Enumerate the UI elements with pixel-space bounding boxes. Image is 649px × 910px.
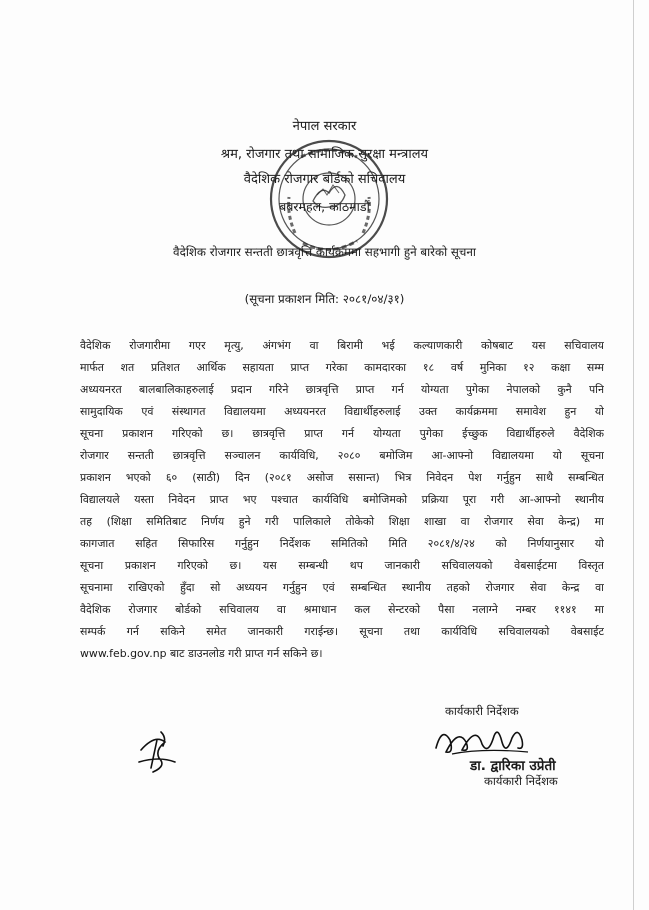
body-line: रोजगार सन्तती छात्रवृत्ति सञ्चालन कार्यविधि, २०८० बमोजिम आ-आफ्नो विद्यालयमा यो सूचना xyxy=(80,449,604,462)
officer-designation-stamp: कार्यकारी निर्देशक xyxy=(484,774,558,788)
body-line: अध्ययनरत बालबालिकाहरुलाई प्रदान गरिने छात्रवृत्ति प्राप्त गर्न योग्यता पुगेका नेपालको कुनै पनि xyxy=(80,383,604,396)
body-line: वैदेशिक रोजगार बोर्डको सचिवालय वा श्रमाधान कल सेन्टरको पैसा नलाग्ने नम्बर ११४१ मा xyxy=(80,603,604,616)
government-name: नेपाल सरकार xyxy=(292,119,357,134)
notice-body xyxy=(80,335,604,665)
body-line: सम्पर्क गर्न सकिने समेत जानकारी गराईन्छ। सूचना तथा कार्यविधि सचिवालयको वेबसाईट xyxy=(80,625,604,638)
body-line: तह (शिक्षा समितिबाट निर्णय हुने गरी पालिकाले तोकेको शिक्षा शाखा वा रोजगार सेवा केन्द्र) मा xyxy=(80,515,604,528)
body-line: प्रकाशन भएको ६० (साठी) दिन (२०८१ असोज ससान्त) भित्र निवेदन पेश गर्नुहुन साथै सम्बन्धित xyxy=(80,471,604,484)
officer-name: डा. द्वारिका उप्रेती xyxy=(470,758,556,774)
body-line: वैदेशिक रोजगारीमा गएर मृत्यु, अंगभंग वा बिरामी भई कल्याणकारी कोषबाट यस सचिवालय xyxy=(80,339,604,352)
office-address: बबरमहल, काठमाडौं xyxy=(279,199,370,214)
body-line: मार्फत शत प्रतिशत आर्थिक सहायता प्राप्त गरेका कामदारका १८ वर्ष मुनिका १२ कक्षा सम्म xyxy=(80,361,604,374)
body-line: कागजात सहित सिफारिस गर्नुहुन निर्देशक समितिको मिति २०८१/४/२४ को निर्णयानुसार यो xyxy=(80,537,604,550)
officer-designation-typed: कार्यकारी निर्देशक xyxy=(445,704,519,718)
initial-signature xyxy=(135,728,183,778)
scan-edge xyxy=(633,0,634,910)
body-line: www.feb.gov.np बाट डाउनलोड गरी प्राप्त गर्न सकिने छ। xyxy=(80,647,323,660)
ministry-name: श्रम, रोजगार तथा सामाजिक सुरक्षा मन्त्रालय xyxy=(220,147,429,162)
body-line: विद्यालयले यस्ता निवेदन प्राप्त भए पश्चात कार्यविधि बमोजिमको प्रक्रिया पूरा गरी आ-आफ्नो स्थानीय xyxy=(80,493,604,506)
notice-title: वैदेशिक रोजगार सन्तती छात्रवृत्ति कार्यक्रममा सहभागी हुने बारेको सूचना xyxy=(173,245,476,259)
body-line: सूचना प्रकाशन गरिएको छ। छात्रवृत्ति प्राप्त गर्न योग्यता पुगेका ईच्छुक विद्यार्थीहरुले वैदेशिक xyxy=(80,427,604,440)
body-line: सूचना प्रकाशन गरिएको छ। यस सम्बन्धी थप जानकारी सचिवालयको वेबसाईटमा विस्तृत xyxy=(80,559,604,572)
body-line: सूचनामा राखिएको हुँदा सो अध्ययन गर्नुहुन एवं सम्बन्धित स्थानीय तहको रोजगार सेवा केन्द्र वा xyxy=(80,581,604,594)
notice-publish-date: (सूचना प्रकाशन मिति: २०८१/०४/३१) xyxy=(244,292,405,306)
office-name: वैदेशिक रोजगार बोर्डको सचिवालय xyxy=(243,172,406,187)
body-line: सामुदायिक एवं संस्थागत विद्यालयमा अध्ययनरत विद्यार्थीहरुलाई उक्त कार्यक्रममा समावेश हुन यो xyxy=(80,405,604,418)
